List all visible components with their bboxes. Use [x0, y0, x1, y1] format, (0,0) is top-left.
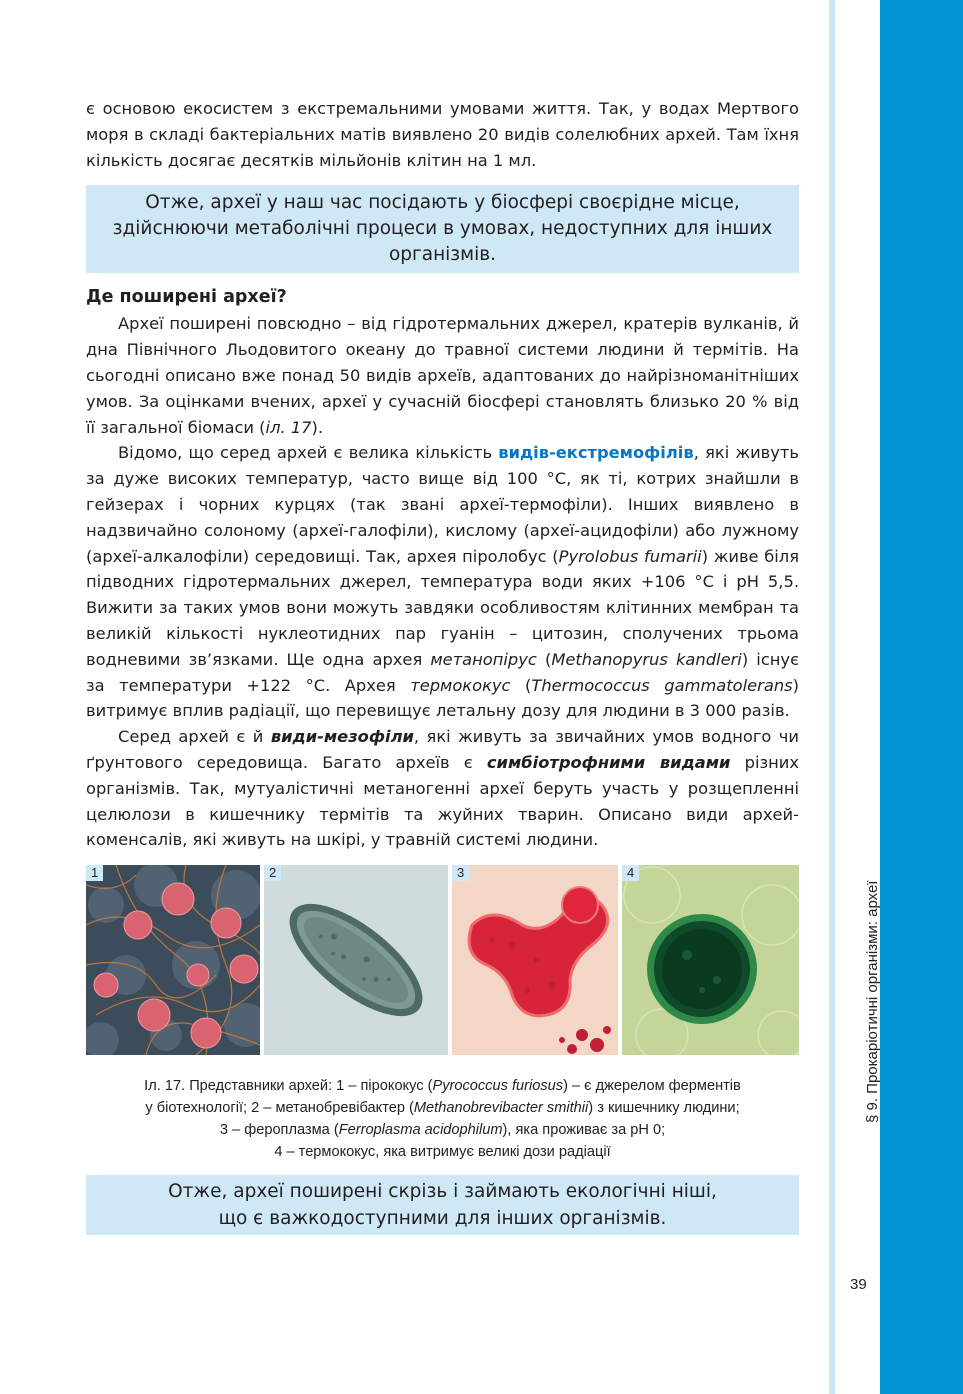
paragraph-distribution: Археї поширені повсюдно – від гідротермальних джерел, кратерів вулканів, й дна Північного Льодовитого океану до травної системи людини й термітів. На сьогодні описано вже понад 50 видів археїв, адаптованих до найрізноманітніших умов. За оцінками вчених, археї у сучасній біосфері становлять близько 20 % від її загальної біомаси (іл. 17).	[86, 314, 799, 437]
page-content	[86, 96, 799, 1235]
figure-caption: Іл. 17. Представники архей: 1 – пірококус (Pyrococcus furiosus) – є джерелом ферментів у біотехнології; 2 – метанобревібактер (Methanobrevibacter smithii) з кишечнику людини; 3 – фероплазма (Ferroplasma acidophilum), яка проживає за рН 0; 4 – термококус, яка витримує великі дози радіації	[144, 1078, 741, 1161]
paragraph-intro: є основою екосистем з екстремальними умовами життя. Так, у водах Мертвого моря в складі бактеріальних матів виявлено 20 видів солелюбних архей. Там їхня кількість досягає десятків мільйонів клітин на 1 мл.	[86, 99, 799, 170]
figure-number: 4	[622, 865, 639, 881]
section-heading: Де поширені археї?	[86, 287, 287, 308]
figure-number: 1	[86, 865, 103, 881]
page-number: 39	[850, 1276, 867, 1293]
keyword-symbiotrophs: симбіотрофними видами	[486, 752, 731, 772]
sidebar-light-strip	[829, 0, 835, 1394]
keyword-extremophiles: видів-екстремофілів	[498, 443, 694, 463]
figure-number: 2	[264, 865, 281, 881]
figure-reference[interactable]: іл. 17	[265, 417, 312, 437]
sidebar-blue-bar	[880, 0, 963, 1394]
paragraph-mesophiles: Серед архей є й види-мезофіли, які живуть за звичайних умов водного чи ґрунтового середовища. Багато археїв є симбіотрофними видами різних організмів. Так, мутуалістичні метаногенні археї беруть участь у розщепленні целюлози в кишечнику термітів та жуйних тварин. Описано види архей-коменсалів, які живуть на шкірі, у травній системі людини.	[86, 727, 800, 850]
running-head-text: § 9. Прокаріотичні організми: археї	[864, 880, 881, 1123]
summary-box-2: Отже, археї поширені скрізь і займають екологічні ніші, що є важкодоступними для інших організмів.	[86, 1175, 799, 1235]
keyword-mesophiles: види-мезофіли	[270, 727, 414, 747]
figure-number: 3	[452, 865, 469, 881]
figure-row	[86, 865, 799, 1055]
figure-ferroplasma-image	[452, 865, 618, 1055]
running-head	[842, 845, 881, 1135]
summary-box-1: Отже, археї у наш час посідають у біосфері своєрідне місце, здійснюючи метаболічні процеси в умовах, недоступних для інших організмів.	[86, 185, 799, 273]
figure-methanobrevibacter-image	[264, 865, 448, 1055]
figure-pyrococcus-image	[86, 865, 260, 1055]
figure-thermococcus-image	[622, 865, 799, 1055]
paragraph-extremophiles: Відомо, що серед архей є велика кількість видів-екстремофілів, які живуть за дуже високих температур, часто вище від 100 °С, як ті, котрих знайшли в гейзерах і чорних курцях (так звані археї-термофіли). Інших виявлено в надзвичайно солоному (археї-галофіли), кислому (археї-ацидофіли) або лужному (археї-алкалофіли) середовищі. Так, архея піролобус (Pyrolobus fumarii) живе біля підводних гідротермальних джерел, температура води яких +106 °С і рН 5,5. Вижити за таких умов вони можуть завдяки особливостям клітинних мембран та великій кількості нуклеотидних пар гуанін – цитозин, сполучених трьома водневими зв’язками. Ще одна архея метанопірус (Methanopyrus kandleri) існує за температури +122 °С. Архея термококус (Thermococcus gammatolerans) витримує вплив радіації, що перевищує летальну дозу для людини в 3 000 разів.	[86, 443, 800, 721]
